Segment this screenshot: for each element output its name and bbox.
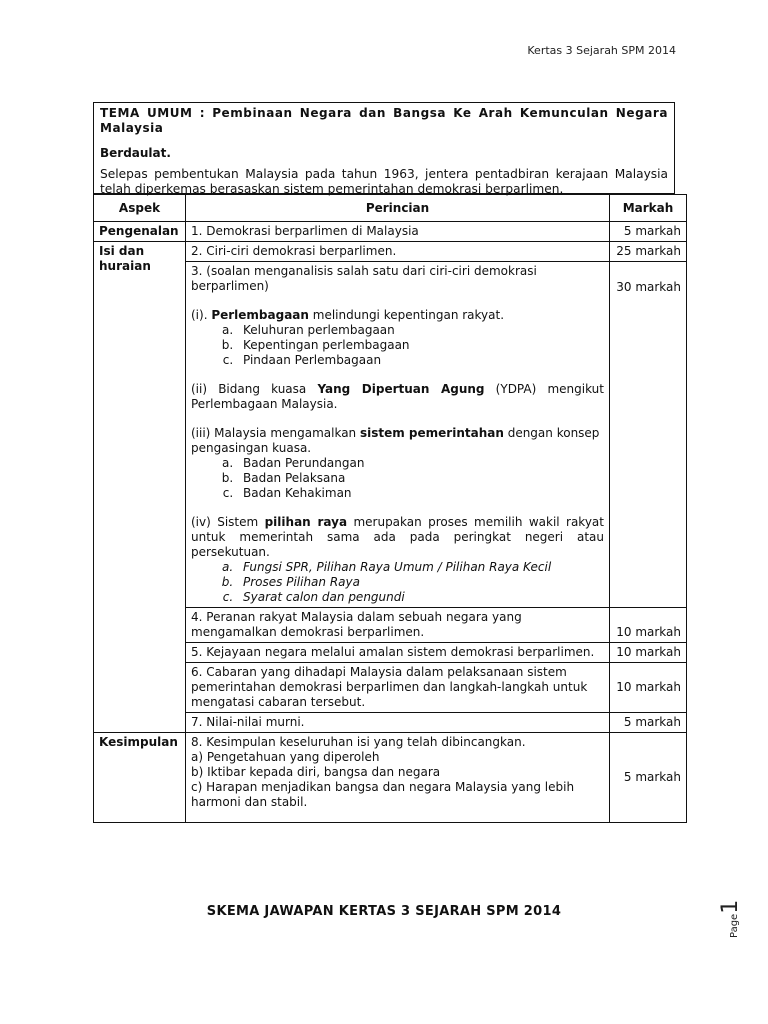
conclusion-line: b) Iktibar kepada diri, bangsa dan negara	[191, 765, 441, 779]
header-markah: Markah	[610, 195, 687, 222]
item-3-i: (i). Perlembagaan melindungi kepentingan rakyat. a. Keluhuran perlembagaan b. Kepentingan perlembagaan c. Pindaan Perlembagaan	[191, 308, 604, 368]
item-3-iv-subs	[191, 560, 604, 605]
aspek-isi: Isi dan huraian	[94, 242, 186, 733]
table-row	[94, 733, 687, 823]
perincian-item-7: 7. Nilai-nilai murni.	[186, 713, 610, 733]
perincian-item-3	[186, 262, 610, 608]
item-3-ii: (ii) Bidang kuasa Yang Dipertuan Agung (YDPA) mengikut Perlembagaan Malaysia.	[191, 382, 604, 411]
theme-box	[93, 102, 675, 194]
item-3-iii: (iii) Malaysia mengamalkan sistem pemerintahan dengan konsep pengasingan kuasa. a. Badan Perundangan b. Badan Pelaksana c. Badan Kehakiman	[191, 426, 604, 501]
list-item: c. Badan Kehakiman	[237, 486, 604, 501]
item-3-iv: (iv) Sistem pilihan raya merupakan proses memilih wakil rakyat untuk memerintah sama ada pada peringkat negeri atau persekutuan. a. Fungsi SPR, Pilihan Raya Umum / Pilihan Raya Kecil b. Proses Pilihan Raya c. Syarat calon dan pengundi	[191, 515, 604, 605]
header-perincian: Perincian	[186, 195, 610, 222]
conclusion-line: a) Pengetahuan yang diperoleh	[191, 750, 380, 764]
conclusion-line: 8. Kesimpulan keseluruhan isi yang telah dibincangkan.	[191, 735, 526, 749]
list-item: a. Fungsi SPR, Pilihan Raya Umum / Pilihan Raya Kecil	[237, 560, 604, 575]
mark-1: 5 markah	[610, 222, 687, 242]
footer-title: SKEMA JAWAPAN KERTAS 3 SEJARAH SPM 2014	[206, 904, 562, 919]
perincian-item-2: 2. Ciri-ciri demokrasi berparlimen.	[186, 242, 610, 262]
mark-2: 25 markah	[610, 242, 687, 262]
list-item: c. Syarat calon dan pengundi	[237, 590, 604, 605]
page-number	[700, 880, 760, 940]
list-item: c. Pindaan Perlembagaan	[237, 353, 604, 368]
perincian-item-1: 1. Demokrasi berparlimen di Malaysia	[186, 222, 610, 242]
page-label: Page	[729, 913, 740, 938]
table-row	[94, 222, 687, 242]
item-3-intro: 3. (soalan menganalisis salah satu dari ciri-ciri demokrasi berparlimen)	[191, 264, 537, 293]
perincian-item-8	[186, 733, 610, 823]
marking-scheme-table	[93, 194, 687, 823]
list-item: a. Keluhuran perlembagaan	[237, 323, 604, 338]
conclusion-line: c) Harapan menjadikan bangsa dan negara Malaysia yang lebih harmoni dan stabil.	[191, 780, 575, 809]
page-number-value: 1	[718, 899, 743, 914]
item-3-iii-subs	[191, 456, 604, 501]
item-3-i-subs	[191, 323, 604, 368]
mark-6: 10 markah	[610, 663, 687, 713]
mark-8: 5 markah	[610, 733, 687, 823]
list-item: a. Badan Perundangan	[237, 456, 604, 471]
running-header: Kertas 3 Sejarah SPM 2014	[527, 44, 676, 57]
mark-5: 10 markah	[610, 643, 687, 663]
mark-4: 10 markah	[610, 608, 687, 643]
aspek-kesimpulan: Kesimpulan	[94, 733, 186, 823]
theme-title: TEMA UMUM : Pembinaan Negara dan Bangsa Ke Arah Kemunculan Negara Malaysia	[100, 106, 668, 135]
perincian-item-4: 4. Peranan rakyat Malaysia dalam sebuah negara yang mengamalkan demokrasi berparlimen.	[186, 608, 610, 643]
table-row	[94, 242, 687, 262]
theme-intro: Selepas pembentukan Malaysia pada tahun 1963, jentera pentadbiran kerajaan Malaysia telah diperkemas berasaskan sistem pemerintahan demokrasi berparlimen.	[100, 167, 668, 196]
table-header-row	[94, 195, 687, 222]
list-item: b. Badan Pelaksana	[237, 471, 604, 486]
aspek-pengenalan: Pengenalan	[94, 222, 186, 242]
mark-3: 30 markah	[610, 262, 687, 608]
perincian-item-6: 6. Cabaran yang dihadapi Malaysia dalam pelaksanaan sistem pemerintahan demokrasi berparlimen dan langkah-langkah untuk mengatasi cabaran tersebut.	[186, 663, 610, 713]
theme-title-cont: Berdaulat.	[100, 146, 171, 160]
mark-7: 5 markah	[610, 713, 687, 733]
header-aspek: Aspek	[94, 195, 186, 222]
list-item: b. Kepentingan perlembagaan	[237, 338, 604, 353]
perincian-item-5: 5. Kejayaan negara melalui amalan sistem demokrasi berparlimen.	[186, 643, 610, 663]
list-item: b. Proses Pilihan Raya	[237, 575, 604, 590]
